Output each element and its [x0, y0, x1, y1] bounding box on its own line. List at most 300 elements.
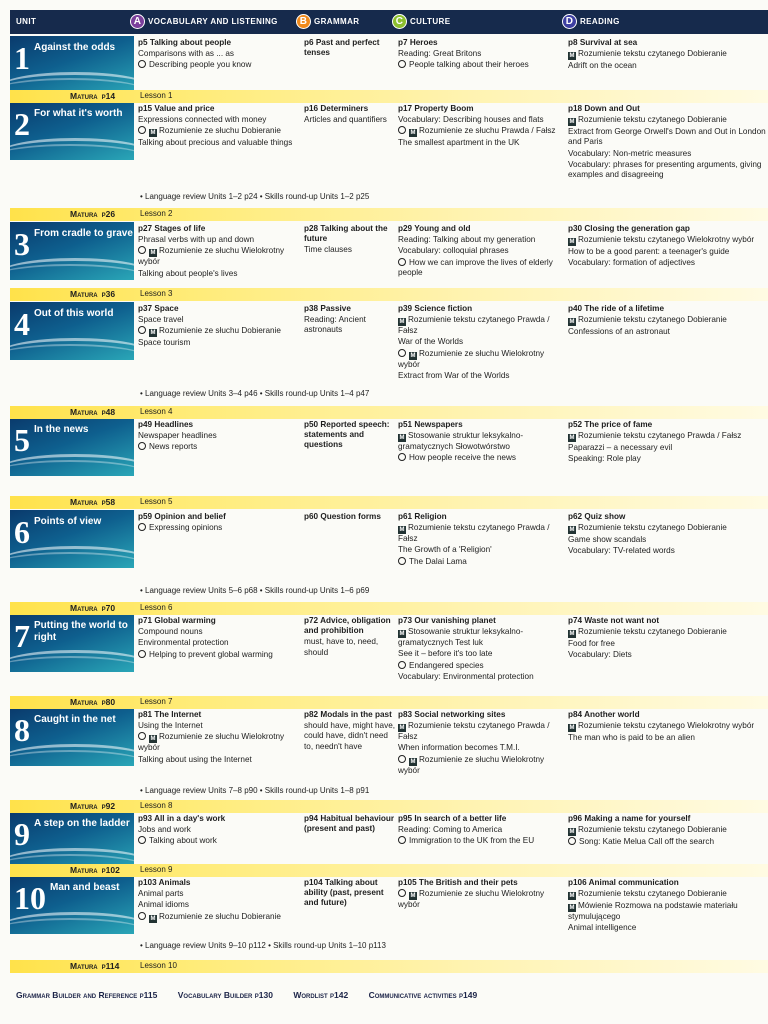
- matura-page[interactable]: p102: [101, 865, 120, 875]
- unit-number: 10: [14, 880, 46, 916]
- unit-title: Man and beast: [50, 882, 120, 893]
- lesson-text: Newspaper headlines: [138, 431, 217, 441]
- column-c: [398, 814, 566, 848]
- lesson-text: p28 Talking about the future: [304, 224, 388, 244]
- unit-number: 4: [14, 306, 30, 342]
- lesson-line: [304, 115, 396, 125]
- lesson-text: Animal intelligence: [568, 923, 637, 933]
- lesson-text: How to be a good parent: a teenager's guide: [568, 247, 730, 257]
- lesson-text: p7 Heroes: [398, 38, 438, 47]
- lesson-text: Using the Internet: [138, 721, 203, 731]
- matura-icon: M: [569, 53, 575, 60]
- unit-banner[interactable]: [10, 812, 134, 870]
- lesson-text: Time clauses: [304, 245, 352, 255]
- banner-swoosh: [10, 656, 134, 672]
- lesson-text: Rozumienie tekstu czytanego Dobieranie: [578, 49, 727, 59]
- matura-label: [70, 91, 115, 101]
- lesson-line: [304, 104, 396, 114]
- lesson-line: [568, 901, 768, 922]
- header-d: D READING: [562, 14, 620, 30]
- lesson-text: p39 Science fiction: [398, 304, 473, 313]
- review-line[interactable]: • Language review Units 1–2 p24 • Skills round-up Units 1–2 p25: [140, 192, 370, 201]
- lesson-text: Talking about work: [149, 836, 217, 846]
- column-b: [304, 512, 396, 523]
- unit-banner[interactable]: [10, 302, 134, 360]
- matura-bar: [10, 602, 768, 615]
- matura-page[interactable]: p14: [101, 91, 116, 101]
- listening-icon: [398, 557, 406, 565]
- lesson-text: p94 Habitual behaviour (present and past): [304, 814, 395, 834]
- column-a: [138, 304, 298, 350]
- listening-icon: [138, 650, 146, 658]
- listening-icon: [398, 889, 406, 897]
- matura-lesson: Lesson 7: [140, 697, 173, 706]
- lesson-text: Talking about precious and valuable things: [138, 138, 293, 148]
- column-d: [568, 420, 768, 466]
- lesson-line: [398, 60, 566, 70]
- unit-number: 6: [14, 514, 30, 550]
- lesson-text: p60 Question forms: [304, 512, 381, 521]
- matura-label: [70, 209, 115, 219]
- unit-banner[interactable]: [10, 102, 134, 160]
- lesson-line: [138, 900, 298, 910]
- lesson-line: [568, 546, 768, 556]
- lesson-text: How we can improve the lives of elderly people: [398, 257, 553, 277]
- unit-banner[interactable]: [10, 418, 134, 476]
- lesson-line: [398, 512, 566, 522]
- lesson-text: The Growth of a 'Religion': [398, 545, 492, 555]
- header-c: C CULTURE: [392, 14, 450, 30]
- lesson-line: [568, 512, 768, 522]
- matura-name: Matura: [70, 497, 98, 507]
- lesson-text: p16 Determiners: [304, 104, 369, 113]
- lesson-line: [568, 127, 768, 147]
- lesson-text: p82 Modals in the past: [304, 710, 392, 719]
- matura-icon: M: [399, 319, 405, 326]
- column-d: [568, 878, 768, 935]
- matura-page[interactable]: p114: [101, 961, 120, 971]
- column-b: [304, 38, 396, 59]
- matura-lesson: Lesson 8: [140, 801, 173, 810]
- lesson-line: [138, 104, 298, 114]
- lesson-text: Immigration to the UK from the EU: [409, 836, 535, 846]
- lesson-text: Rozumienie ze słuchu Prawda / Fałsz: [419, 126, 556, 136]
- matura-bar: [10, 406, 768, 419]
- lesson-text: Stosowanie struktur leksykalno-gramatycznych Test luk: [398, 627, 524, 648]
- lesson-line: [568, 49, 768, 60]
- lesson-line: [568, 315, 768, 326]
- matura-page[interactable]: p26: [101, 209, 116, 219]
- matura-icon: M: [150, 736, 156, 743]
- lesson-text: p95 In search of a better life: [398, 814, 507, 823]
- lesson-line: [398, 38, 566, 48]
- lesson-text: p30 Closing the generation gap: [568, 224, 690, 233]
- lesson-text: p72 Advice, obligation and prohibition: [304, 616, 391, 636]
- lesson-text: p37 Space: [138, 304, 179, 313]
- lesson-line: [304, 315, 396, 335]
- matura-page[interactable]: p36: [101, 289, 116, 299]
- matura-icon: M: [399, 527, 405, 534]
- banner-swoosh: [10, 264, 134, 280]
- column-c: [398, 710, 566, 777]
- lesson-line: [304, 814, 396, 834]
- lesson-line: [568, 733, 768, 743]
- lesson-line: [138, 650, 298, 660]
- lesson-line: [568, 38, 768, 48]
- lesson-line: [138, 269, 298, 279]
- lesson-line: [398, 304, 566, 314]
- unit-banner[interactable]: [10, 614, 134, 672]
- lesson-line: [304, 224, 396, 244]
- review-line[interactable]: • Language review Units 5–6 p68 • Skills round-up Units 1–6 p69: [140, 586, 370, 595]
- listening-icon: [138, 732, 146, 740]
- matura-page[interactable]: p48: [101, 407, 116, 417]
- lesson-text: p74 Waste not want not: [568, 616, 660, 625]
- listening-icon: [138, 912, 146, 920]
- lesson-text: The Dalai Lama: [409, 556, 467, 566]
- lesson-text: p61 Religion: [398, 512, 447, 521]
- unit-title: Caught in the net: [34, 714, 116, 725]
- lesson-line: [568, 247, 768, 257]
- column-header-bar: [10, 10, 768, 34]
- matura-name: Matura: [70, 91, 98, 101]
- lesson-line: [398, 814, 566, 824]
- unit-number: 7: [14, 618, 30, 654]
- listening-icon: [398, 755, 406, 763]
- column-d: [568, 304, 768, 338]
- lesson-line: [138, 315, 298, 325]
- lesson-line: [398, 49, 566, 59]
- matura-bar: [10, 960, 768, 973]
- lesson-line: [138, 224, 298, 234]
- lesson-text: Talking about using the Internet: [138, 754, 252, 764]
- lesson-line: [138, 710, 298, 720]
- footer-item-wordlist[interactable]: Wordlist p142: [293, 990, 349, 1000]
- lesson-text: Rozumienie ze słuchu Dobieranie: [159, 126, 281, 136]
- lesson-text: p73 Our vanishing planet: [398, 616, 496, 625]
- lesson-line: [398, 743, 566, 753]
- lesson-text: Rozumienie tekstu czytanego Wielokrotny wybór: [578, 721, 755, 731]
- lesson-line: [304, 878, 396, 909]
- lesson-text: Space travel: [138, 315, 184, 325]
- lesson-text: p49 Headlines: [138, 420, 194, 429]
- lesson-line: [138, 755, 298, 765]
- banner-swoosh: [10, 344, 134, 360]
- matura-label: [70, 407, 115, 417]
- lesson-line: [398, 836, 566, 846]
- lesson-line: [304, 420, 396, 451]
- lesson-text: How people receive the news: [409, 453, 516, 463]
- lesson-text: Rozumienie ze słuchu Wielokrotny wybór: [138, 246, 285, 267]
- badge-b: B: [296, 14, 311, 29]
- listening-icon: [138, 836, 146, 844]
- column-b: [304, 104, 396, 126]
- matura-icon: M: [410, 130, 416, 137]
- lesson-text: Vocabulary: phrases for presenting arguments, giving examples and disagreeing: [568, 159, 762, 180]
- column-d: [568, 512, 768, 558]
- lesson-line: [138, 732, 298, 753]
- lesson-line: [398, 431, 566, 452]
- lesson-line: [304, 245, 396, 255]
- matura-name: Matura: [70, 801, 98, 811]
- lesson-text: Food for free: [568, 639, 615, 649]
- lesson-line: [568, 258, 768, 268]
- lesson-line: [568, 160, 768, 180]
- column-a: [138, 878, 298, 924]
- matura-bar: [10, 208, 768, 221]
- unit-title: Out of this world: [34, 308, 114, 319]
- matura-name: Matura: [70, 865, 98, 875]
- lesson-text: Expressing opinions: [149, 523, 223, 533]
- footer-item-grammar[interactable]: Grammar Builder and Reference p115: [16, 990, 158, 1000]
- lesson-line: [138, 523, 298, 533]
- listening-icon: [138, 246, 146, 254]
- lesson-line: [138, 138, 298, 148]
- matura-name: Matura: [70, 407, 98, 417]
- matura-page[interactable]: p92: [101, 801, 116, 811]
- banner-swoosh: [10, 552, 134, 568]
- lesson-line: [398, 453, 566, 463]
- lesson-line: [568, 889, 768, 900]
- lesson-line: [568, 837, 768, 847]
- lesson-text: War of the Worlds: [398, 337, 464, 347]
- column-a: [138, 616, 298, 661]
- lesson-text: p5 Talking about people: [138, 38, 232, 47]
- lesson-line: [398, 649, 566, 659]
- lesson-text: p62 Quiz show: [568, 512, 626, 521]
- lesson-line: [398, 258, 566, 278]
- lesson-text: Compound nouns: [138, 627, 203, 637]
- lesson-text: Rozumienie tekstu czytanego Dobieranie: [578, 315, 727, 325]
- lesson-text: Rozumienie tekstu czytanego Dobieranie: [578, 825, 727, 835]
- lesson-line: [568, 523, 768, 534]
- matura-icon: M: [569, 829, 575, 836]
- lesson-line: [568, 454, 768, 464]
- lesson-line: [138, 627, 298, 637]
- lesson-line: [304, 38, 396, 58]
- lesson-text: p51 Newspapers: [398, 420, 463, 429]
- matura-bar: [10, 864, 768, 877]
- matura-label: [70, 961, 119, 971]
- column-d: [568, 38, 768, 72]
- lesson-text: Endangered species: [409, 660, 484, 670]
- unit-number: 5: [14, 422, 30, 458]
- listening-icon: [398, 258, 406, 266]
- lesson-text: p93 All in a day's work: [138, 814, 226, 823]
- column-b: [304, 878, 396, 910]
- lesson-line: [398, 371, 566, 381]
- column-a: [138, 710, 298, 766]
- lesson-text: Rozumienie tekstu czytanego Dobieranie: [578, 523, 727, 533]
- matura-lesson: Lesson 3: [140, 289, 173, 298]
- lesson-text: Confessions of an astronaut: [568, 327, 670, 337]
- matura-page[interactable]: p70: [101, 603, 116, 613]
- column-c: [398, 38, 566, 72]
- matura-page[interactable]: p80: [101, 697, 116, 707]
- lesson-text: Vocabulary: Describing houses and flats: [398, 115, 544, 125]
- matura-icon: M: [410, 758, 416, 765]
- lesson-text: When information becomes T.M.I.: [398, 743, 520, 753]
- lesson-text: The smallest apartment in the UK: [398, 138, 520, 148]
- lesson-text: p71 Global warming: [138, 616, 216, 625]
- column-c: [398, 104, 566, 150]
- lesson-line: [138, 912, 298, 923]
- lesson-line: [398, 755, 566, 776]
- lesson-line: [398, 246, 566, 256]
- unit-title: A step on the ladder: [34, 818, 130, 829]
- footer-item-activities[interactable]: Communicative activities p149: [368, 990, 478, 1000]
- banner-swoosh: [10, 144, 134, 160]
- lesson-line: [398, 545, 566, 555]
- lesson-line: [138, 38, 298, 48]
- matura-bar: [10, 288, 768, 301]
- listening-icon: [138, 60, 146, 68]
- unit-title: Against the odds: [34, 42, 116, 53]
- lesson-line: [138, 836, 298, 846]
- lesson-line: [138, 126, 298, 137]
- matura-icon: M: [150, 915, 156, 922]
- lesson-line: [398, 627, 566, 648]
- matura-lesson: Lesson 2: [140, 209, 173, 218]
- lesson-text: Reading: Coming to America: [398, 825, 503, 835]
- lesson-line: [568, 235, 768, 246]
- lesson-text: Jobs and work: [138, 825, 191, 835]
- lesson-line: [138, 616, 298, 626]
- unit-number: 2: [14, 106, 30, 142]
- lesson-text: Comparisons with as ... as: [138, 49, 235, 59]
- matura-bar: [10, 800, 768, 813]
- unit-banner[interactable]: [10, 510, 134, 568]
- review-line[interactable]: • Language review Units 7–8 p90 • Skills round-up Units 1–8 p91: [140, 786, 370, 795]
- lesson-line: [398, 825, 566, 835]
- matura-icon: M: [150, 130, 156, 137]
- lesson-line: [398, 104, 566, 114]
- lesson-text: p96 Making a name for yourself: [568, 814, 691, 823]
- lesson-text: Reading: Ancient astronauts: [304, 315, 366, 335]
- matura-icon: M: [569, 905, 575, 912]
- unit-banner[interactable]: [10, 222, 134, 280]
- lesson-text: p8 Survival at sea: [568, 38, 638, 47]
- lesson-text: p29 Young and old: [398, 224, 471, 233]
- matura-lesson: Lesson 1: [140, 91, 173, 100]
- lesson-line: [398, 616, 566, 626]
- lesson-text: Rozumienie ze słuchu Dobieranie: [159, 911, 281, 921]
- unit-title: Putting the world to right: [34, 620, 128, 643]
- matura-label: [70, 801, 115, 811]
- column-a: [138, 38, 298, 72]
- header-b: B GRAMMAR: [296, 14, 359, 30]
- matura-page[interactable]: p58: [101, 497, 116, 507]
- banner-swoosh: [10, 460, 134, 476]
- matura-name: Matura: [70, 289, 98, 299]
- matura-icon: M: [410, 352, 416, 359]
- lesson-line: [568, 61, 768, 71]
- lesson-line: [138, 442, 298, 452]
- lesson-text: Vocabulary: formation of adjectives: [568, 258, 695, 268]
- matura-name: Matura: [70, 603, 98, 613]
- lesson-line: [568, 420, 768, 430]
- column-a: [138, 814, 298, 848]
- lesson-line: [398, 672, 566, 682]
- lesson-line: [304, 616, 396, 636]
- column-d: [568, 616, 768, 662]
- lesson-text: News reports: [149, 442, 198, 452]
- banner-swoosh: [10, 918, 134, 934]
- matura-label: [70, 289, 115, 299]
- review-line[interactable]: • Language review Units 9–10 p112 • Skills round-up Units 1–10 p113: [140, 941, 386, 950]
- matura-lesson: Lesson 5: [140, 497, 173, 506]
- footer-item-vocabulary[interactable]: Vocabulary Builder p130: [177, 990, 273, 1000]
- unit-number: 1: [14, 40, 30, 76]
- unit-number: 9: [14, 816, 30, 852]
- unit-number: 3: [14, 226, 30, 262]
- lesson-line: [568, 814, 768, 824]
- lesson-text: Rozumienie tekstu czytanego Prawda / Fałsz: [398, 721, 550, 742]
- footer-links: [16, 990, 495, 1000]
- lesson-line: [138, 825, 298, 835]
- matura-icon: M: [399, 631, 405, 638]
- lesson-text: Rozumienie ze słuchu Wielokrotny wybór: [398, 754, 545, 775]
- matura-lesson: Lesson 10: [140, 961, 177, 970]
- lesson-line: [138, 420, 298, 430]
- unit-title: From cradle to grave: [34, 228, 133, 239]
- listening-icon: [138, 523, 146, 531]
- lesson-line: [398, 224, 566, 234]
- lesson-text: p17 Property Boom: [398, 104, 474, 113]
- matura-icon: M: [569, 631, 575, 638]
- lesson-text: Rozumienie tekstu czytanego Dobieranie: [578, 627, 727, 637]
- lesson-line: [568, 616, 768, 626]
- review-line[interactable]: • Language review Units 3–4 p46 • Skills round-up Units 1–4 p47: [140, 389, 370, 398]
- lesson-line: [568, 721, 768, 732]
- unit-banner[interactable]: [10, 708, 134, 766]
- lesson-line: [138, 889, 298, 899]
- column-d: [568, 710, 768, 744]
- column-d: [568, 814, 768, 848]
- lesson-line: [304, 304, 396, 314]
- lesson-text: should have, might have, could have, didn't need to, needn't have: [304, 721, 396, 751]
- lesson-text: Rozumienie ze słuchu Wielokrotny wybór: [398, 348, 545, 369]
- lesson-text: Song: Katie Melua Call off the search: [579, 837, 715, 847]
- lesson-line: [398, 420, 566, 430]
- unit-banner[interactable]: [10, 36, 134, 94]
- banner-swoosh: [10, 750, 134, 766]
- lesson-line: [568, 431, 768, 442]
- column-a: [138, 420, 298, 454]
- lesson-line: [398, 661, 566, 671]
- lesson-line: [398, 557, 566, 567]
- listening-icon: [138, 442, 146, 450]
- matura-icon: M: [150, 250, 156, 257]
- unit-header: UNIT: [16, 17, 37, 26]
- lesson-line: [304, 721, 396, 752]
- lesson-line: [568, 650, 768, 660]
- listening-icon: [568, 837, 576, 845]
- column-a: [138, 224, 298, 280]
- lesson-text: Rozumienie tekstu czytanego Dobieranie: [578, 115, 727, 125]
- matura-lesson: Lesson 9: [140, 865, 173, 874]
- lesson-line: [398, 337, 566, 347]
- badge-c: C: [392, 14, 407, 29]
- lesson-text: p106 Animal communication: [568, 878, 679, 887]
- listening-icon: [138, 326, 146, 334]
- column-b: [304, 814, 396, 835]
- unit-banner[interactable]: [10, 876, 134, 934]
- lesson-line: [138, 115, 298, 125]
- lesson-text: Mówienie Rozmowa na podstawie materiału stymulującego: [568, 901, 738, 922]
- column-b: [304, 304, 396, 337]
- unit-title: Points of view: [34, 516, 102, 527]
